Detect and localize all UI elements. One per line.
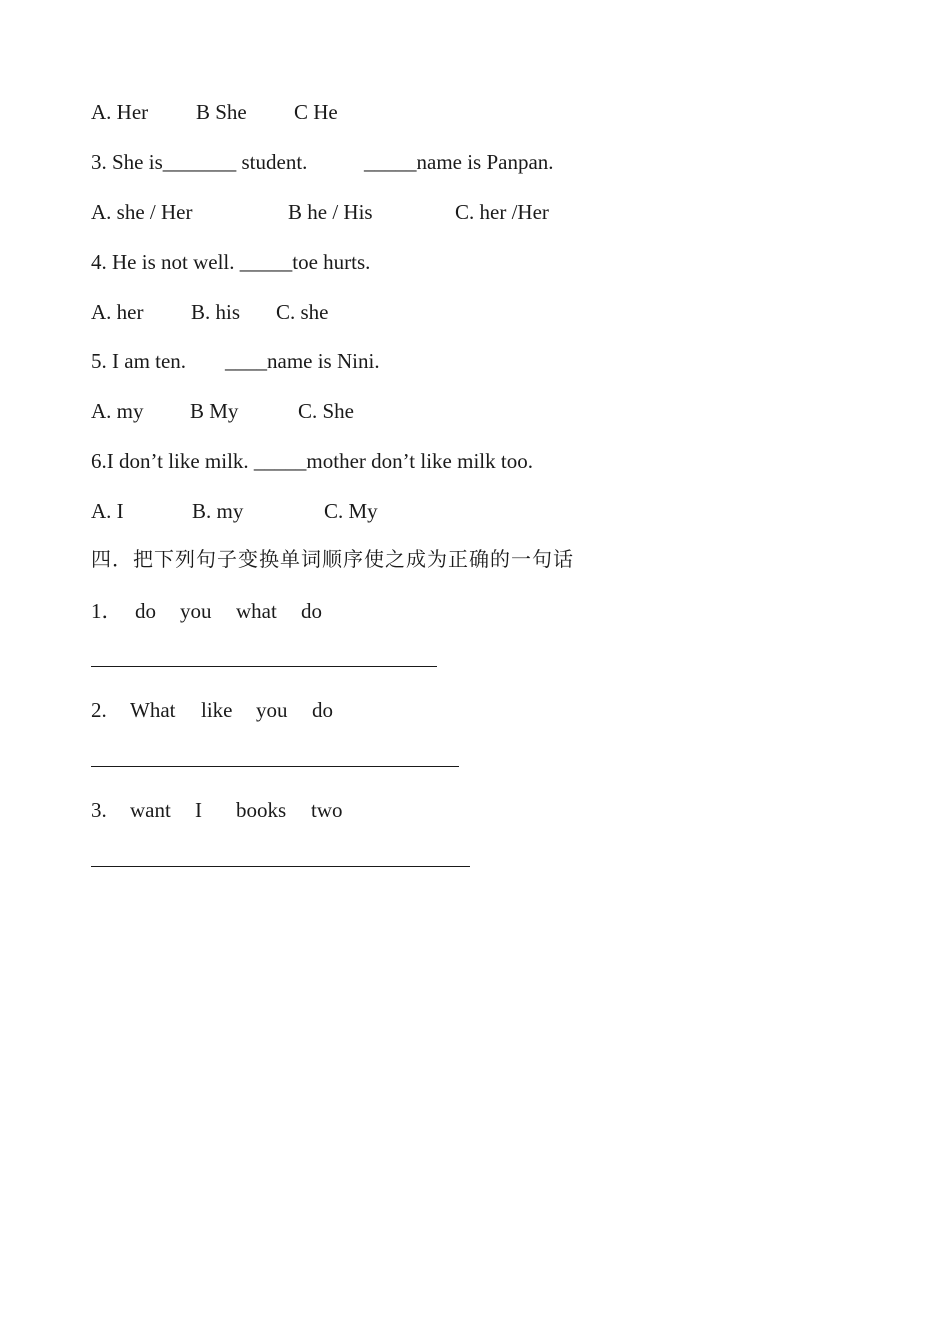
q5-option-c: C. She (298, 399, 355, 423)
item3-word-1: want (130, 798, 171, 822)
q3-part1: 3. She is_______ student. (91, 150, 308, 174)
q2-option-b: B She (196, 100, 247, 124)
q2-option-a: A. Her (91, 100, 149, 124)
q3-option-b: B he / His (288, 200, 373, 224)
q5-part2: ____name is Nini. (225, 349, 380, 373)
item3-word-4: two (311, 798, 343, 822)
reorder-item-3 (91, 797, 343, 979)
item1-word-3: what (236, 599, 277, 623)
item1-word-4: do (301, 599, 322, 623)
item2-number: 2. (91, 698, 107, 722)
q3-part2: _____name is Panpan. (364, 150, 554, 174)
item3-answer-line (91, 866, 470, 867)
item3-word-3: books (236, 798, 287, 822)
item2-word-2: like (201, 698, 233, 722)
item2-answer-line (91, 766, 459, 767)
q5-option-a: A. my (91, 399, 144, 423)
q6-option-a: A. I (91, 499, 124, 523)
q4-option-b: B. his (191, 300, 241, 324)
q4-option-c: C. she (276, 300, 329, 324)
section4-title: 四．把下列句子变换单词顺序使之成为正确的一句话 (91, 547, 574, 571)
item2-word-4: do (312, 698, 333, 722)
item2-word-1: What (130, 698, 176, 722)
q2-option-c: C He (294, 100, 338, 124)
q5-part1: 5. I am ten. (91, 349, 187, 373)
q5-option-b: B My (190, 399, 239, 423)
q6-option-b: B. my (192, 499, 244, 523)
item1-word-1: do (135, 599, 156, 623)
item1-number: 1． (91, 599, 123, 623)
q3-option-c: C. her /Her (455, 200, 549, 224)
q4-text: 4. He is not well. _____toe hurts. (91, 250, 371, 274)
item3-number: 3. (91, 798, 107, 822)
q3-option-a: A. she / Her (91, 200, 193, 224)
item1-answer-line (91, 666, 437, 667)
item1-word-2: you (180, 599, 212, 623)
item2-word-3: you (256, 698, 288, 722)
item3-word-2: I (195, 798, 202, 822)
q6-text: 6.I don’t like milk. _____mother don’t like milk too. (91, 449, 533, 473)
q6-option-c: C. My (324, 499, 378, 523)
q4-option-a: A. her (91, 300, 144, 324)
